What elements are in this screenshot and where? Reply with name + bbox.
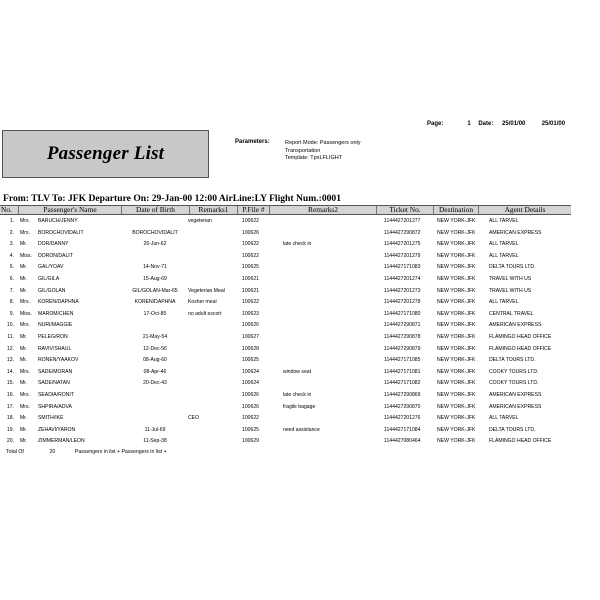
cell-dob: 11-Jul-69 xyxy=(144,426,166,433)
cell-no: 8. xyxy=(9,299,14,306)
cell-agent: FLAMINGO HEAD OFFICE xyxy=(489,333,552,340)
header-remarks2: Remarks2 xyxy=(269,206,376,214)
cell-name: NURI/MAGGIE xyxy=(38,322,73,329)
cell-no: 10. xyxy=(6,322,14,329)
table-row xyxy=(0,435,571,447)
cell-no: 12. xyxy=(6,345,14,352)
cell-name: DORON/DALIT xyxy=(38,252,73,259)
cell-pfile: 100622 xyxy=(242,299,259,306)
cell-dob: 14-Nov-71 xyxy=(143,264,167,271)
cell-pfile: 100625 xyxy=(242,264,259,271)
cell-name: BARUCH/JENNY xyxy=(38,218,78,224)
cell-name: SHPIRA/ADVA xyxy=(38,403,72,410)
cell-remarks2: late check in xyxy=(283,391,312,398)
cell-name: DOR/DANNY xyxy=(38,241,69,248)
passenger-rows xyxy=(0,215,571,447)
cell-ticket: 1144427201276 xyxy=(384,415,421,422)
cell-pfile: 100629 xyxy=(242,438,259,445)
cell-no: 9. xyxy=(9,310,14,317)
cell-destination: NEW YORK-JFK xyxy=(437,391,476,398)
table-row xyxy=(0,319,571,331)
table-row xyxy=(0,401,571,413)
cell-destination: NEW YORK-JFK xyxy=(437,310,476,317)
cell-title: Mrs. xyxy=(20,403,30,410)
cell-destination: NEW YORK-JFK xyxy=(437,241,476,248)
header-ticket: Ticket No. xyxy=(376,206,433,214)
cell-remarks2: fragile bagage xyxy=(283,403,316,410)
cell-title: Mrs. xyxy=(20,218,30,224)
cell-ticket: 1144427290871 xyxy=(384,322,421,329)
cell-destination: NEW YORK-JFK xyxy=(437,322,476,329)
date-from: 25/01/00 xyxy=(502,121,526,127)
cell-ticket: 1144427201278 xyxy=(384,299,421,306)
table-header xyxy=(0,205,571,215)
footer-label: Total Of xyxy=(6,449,24,455)
cell-ticket: 1144427290870 xyxy=(384,403,421,410)
cell-destination: NEW YORK-JFK xyxy=(437,403,476,410)
cell-ticket: 1144427201279 xyxy=(384,252,421,259)
cell-title: Mr. xyxy=(20,287,28,294)
date-label: Date: xyxy=(478,121,494,127)
cell-name: ZIMMERMAN/LEON xyxy=(38,438,85,445)
cell-pfile: 100626 xyxy=(242,403,259,410)
table-row xyxy=(0,261,571,273)
footer-text: Passengers in list + Passengers in list + xyxy=(74,449,167,455)
cell-title: Mr. xyxy=(20,380,28,387)
cell-destination: NEW YORK-JFK xyxy=(437,345,476,352)
cell-title: Mrs. xyxy=(20,368,30,375)
cell-remarks1: no adult escort xyxy=(188,310,222,317)
cell-name: GIL/GILA xyxy=(38,275,60,282)
header-dob: Date of Birth xyxy=(121,206,189,214)
cell-dob: 21-May-54 xyxy=(142,333,168,340)
cell-pfile: 100628 xyxy=(242,345,259,352)
parameters-label: Parameters: xyxy=(235,139,270,145)
table-row xyxy=(0,227,571,239)
cell-name: SADE/MORAN xyxy=(38,368,73,375)
cell-agent: COOKY TOURS LTD. xyxy=(489,380,539,387)
cell-ticket: 1144427171083 xyxy=(384,264,421,271)
cell-title: Mr. xyxy=(20,415,28,422)
cell-dob: 12-Dec-56 xyxy=(143,345,167,352)
table-row xyxy=(0,308,571,320)
table-row xyxy=(0,296,571,308)
footer xyxy=(6,449,167,455)
cell-no: 19. xyxy=(6,426,14,433)
cell-agent: ALL TARVEL xyxy=(489,299,519,306)
cell-destination: NEW YORK-JFK xyxy=(437,415,476,422)
cell-name: KOREN/DAPHNA xyxy=(38,299,79,306)
cell-no: 5. xyxy=(9,264,14,271)
cell-destination: NEW YORK-JFK xyxy=(437,275,476,282)
cell-name: GIL/GOLAN xyxy=(38,287,66,294)
cell-pfile: 100622 xyxy=(242,218,259,224)
parameter-line: Transportation xyxy=(285,147,321,154)
cell-name: ZEHAVI/YARON xyxy=(38,426,76,433)
table-row xyxy=(0,215,571,227)
cell-remarks1: CEO xyxy=(188,415,200,422)
cell-dob: 08-Aug-60 xyxy=(143,357,167,364)
cell-title: Mrs. xyxy=(20,391,30,398)
cell-pfile: 100623 xyxy=(242,310,259,317)
header-destination: Destination xyxy=(433,206,478,214)
cell-name: SADE/NATAN xyxy=(38,380,70,387)
cell-ticket: 1144427290869 xyxy=(384,391,421,398)
cell-agent: DELTA TOURS LTD. xyxy=(489,426,536,433)
cell-ticket: 1144427171082 xyxy=(384,380,421,387)
cell-pfile: 100626 xyxy=(242,322,259,329)
cell-ticket: 1144427171081 xyxy=(384,368,421,375)
cell-dob: KOREN/DAPHNA xyxy=(134,299,176,306)
cell-agent: ALL TARVEL xyxy=(489,252,519,259)
cell-title: Mr. xyxy=(20,264,28,271)
cell-no: 17. xyxy=(6,403,14,410)
cell-pfile: 100622 xyxy=(242,252,259,259)
cell-title: Mr. xyxy=(20,345,28,352)
cell-title: Mr. xyxy=(20,333,28,340)
cell-destination: NEW YORK-JFK xyxy=(437,357,476,364)
cell-pfile: 100622 xyxy=(242,415,259,422)
cell-ticket: 1144427201277 xyxy=(384,218,421,224)
cell-ticket: 1144427171084 xyxy=(384,426,421,433)
cell-no: 3. xyxy=(9,241,14,248)
cell-pfile: 100624 xyxy=(242,380,259,387)
cell-agent: FLAMINGO HEAD OFFICE xyxy=(489,438,552,445)
cell-name: GAL/YOAV xyxy=(38,264,64,271)
cell-pfile: 100626 xyxy=(242,391,259,398)
cell-agent: AMERICAN EXPRESS xyxy=(489,229,542,236)
parameter-line: Report Mode: Passengers only xyxy=(285,140,361,146)
cell-ticket: 1144427171080 xyxy=(384,310,421,317)
cell-no: 11. xyxy=(7,333,14,340)
cell-no: 16. xyxy=(6,391,14,398)
page-label: Page: xyxy=(427,121,444,127)
cell-name: SEADIA/RONIT xyxy=(38,391,74,398)
page-info xyxy=(427,121,565,127)
table-row xyxy=(0,285,571,297)
cell-remarks2: window seat xyxy=(283,368,312,375)
flight-info-line: From: TLV To: JFK Departure On: 29-Jan-00 12:00 AirLine:LY Flight Num.:0001 xyxy=(3,193,342,204)
cell-title: Mr. xyxy=(20,357,28,364)
cell-destination: NEW YORK-JFK xyxy=(437,287,476,294)
cell-destination: NEW YORK-JFK xyxy=(437,380,476,387)
cell-title: Mr. xyxy=(20,438,28,445)
cell-name: SMITH/IKE xyxy=(38,415,64,422)
cell-agent: DELTA TOURS LTD. xyxy=(489,357,536,364)
cell-pfile: 100625 xyxy=(242,426,259,433)
cell-destination: NEW YORK-JFK xyxy=(437,218,476,224)
cell-pfile: 100622 xyxy=(242,241,259,248)
page-title: Passenger List xyxy=(46,143,165,164)
cell-no: 4. xyxy=(9,252,14,259)
cell-ticket: 1144427201274 xyxy=(384,275,421,282)
title-box xyxy=(2,130,209,178)
cell-agent: ALL TARVEL xyxy=(489,415,519,422)
cell-pfile: 100624 xyxy=(242,368,259,375)
cell-remarks1: vegeterian xyxy=(188,218,212,224)
cell-dob: 11-Sep-38 xyxy=(143,438,167,445)
header-name: Passenger's Name xyxy=(18,206,121,214)
cell-pfile: 100626 xyxy=(242,229,259,236)
cell-title: Mrs. xyxy=(20,299,30,306)
cell-ticket: 1144427290879 xyxy=(384,345,421,352)
cell-agent: DELTA TOURS LTD. xyxy=(489,264,536,271)
header-no: No. xyxy=(1,205,12,214)
cell-destination: NEW YORK-JFK xyxy=(437,438,476,445)
cell-ticket: 1144427171085 xyxy=(384,357,421,364)
table-row xyxy=(0,424,571,436)
table-row xyxy=(0,389,571,401)
cell-agent: TRAVEL WITH US xyxy=(489,287,532,294)
cell-remarks1: Kosher meal xyxy=(188,299,217,306)
cell-no: 20. xyxy=(6,438,14,445)
cell-ticket: 1144427080464 xyxy=(384,438,421,445)
cell-agent: COOKY TOURS LTD. xyxy=(489,368,539,375)
table-row xyxy=(0,377,571,389)
cell-destination: NEW YORK-JFK xyxy=(437,299,476,306)
table-row xyxy=(0,354,571,366)
table-row xyxy=(0,366,571,378)
cell-agent: CENTRAL TRAVEL xyxy=(489,310,534,317)
cell-dob: 08-Apr-46 xyxy=(143,368,167,375)
cell-destination: NEW YORK-JFK xyxy=(437,252,476,259)
cell-dob: 20-Dec-43 xyxy=(143,380,167,387)
table-row xyxy=(0,250,571,262)
cell-dob: BOROCHOVIDALIT xyxy=(132,229,178,236)
cell-title: Mr. xyxy=(20,275,28,282)
cell-pfile: 100621 xyxy=(242,287,259,294)
cell-ticket: 1144427290872 xyxy=(384,229,421,236)
cell-no: 14. xyxy=(6,368,14,375)
page-number: 1 xyxy=(467,121,471,127)
cell-no: 2. xyxy=(9,229,14,236)
cell-ticket: 1144427201273 xyxy=(384,287,421,294)
table-row xyxy=(0,412,571,424)
table-row xyxy=(0,238,571,250)
cell-name: MAROM/CHEN xyxy=(38,310,74,317)
footer-count: 20 xyxy=(49,449,56,455)
cell-no: 6. xyxy=(9,275,14,282)
cell-no: 15. xyxy=(6,380,14,387)
cell-dob: 17-Oct-85 xyxy=(143,310,167,317)
cell-name: BOROCHOVIDALIT xyxy=(38,229,84,236)
cell-destination: NEW YORK-JFK xyxy=(437,368,476,375)
cell-name: RONEN/YAAKOV xyxy=(38,357,79,364)
date-to: 25/01/00 xyxy=(541,121,566,127)
cell-remarks2: need assistance xyxy=(283,426,320,433)
cell-ticket: 1144427201275 xyxy=(384,241,421,248)
cell-title: Mrs. xyxy=(20,322,30,329)
cell-title: Mrs. xyxy=(20,229,30,236)
header-agent: Agent Details xyxy=(478,206,571,214)
cell-title: Miss. xyxy=(20,252,32,259)
cell-agent: AMERICAN EXPRESS xyxy=(489,391,542,398)
cell-agent: AMERICAN EXPRESS xyxy=(489,403,542,410)
cell-no: 7. xyxy=(9,287,14,294)
cell-no: 13. xyxy=(6,357,14,364)
cell-agent: ALL TARVEL xyxy=(489,241,519,248)
cell-destination: NEW YORK-JFK xyxy=(437,264,476,271)
cell-destination: NEW YORK-JFK xyxy=(437,333,476,340)
cell-remarks1: Vegeterian Meal xyxy=(188,287,225,294)
cell-dob: 15-Aug-69 xyxy=(143,275,167,282)
cell-dob: 26-Jun-62 xyxy=(143,241,167,248)
parameters-list xyxy=(285,140,361,163)
cell-dob: GIL/GOLAN-Mar-65 xyxy=(132,287,178,294)
cell-pfile: 100627 xyxy=(242,333,259,340)
cell-destination: NEW YORK-JFK xyxy=(437,426,476,433)
cell-agent: AMERICAN EXPRESS xyxy=(489,322,542,329)
cell-agent: FLAMINGO HEAD OFFICE xyxy=(489,345,552,352)
cell-pfile: 100621 xyxy=(242,275,259,282)
cell-ticket: 1144427290878 xyxy=(384,333,421,340)
cell-no: 1. xyxy=(9,218,14,224)
header-pfile: P.File # xyxy=(237,206,269,214)
parameter-line: Template: TpxLFLIGHT xyxy=(285,155,343,161)
cell-title: Mr. xyxy=(20,241,28,248)
cell-title: Miss. xyxy=(20,310,32,317)
cell-no: 18. xyxy=(6,415,14,422)
cell-title: Mr. xyxy=(20,426,28,433)
header-remarks1: Remarks1 xyxy=(189,206,237,214)
cell-remarks2: late check in xyxy=(283,241,312,248)
table-row xyxy=(0,273,571,285)
cell-destination: NEW YORK-JFK xyxy=(437,229,476,236)
table-row xyxy=(0,331,571,343)
cell-agent: ALL TARVEL xyxy=(489,218,519,224)
cell-name: PELEG/RON xyxy=(38,333,68,340)
cell-name: RAVIV/SHAUL xyxy=(38,345,72,352)
table-row xyxy=(0,343,571,355)
cell-pfile: 100625 xyxy=(242,357,259,364)
cell-agent: TRAVEL WITH US xyxy=(489,275,532,282)
